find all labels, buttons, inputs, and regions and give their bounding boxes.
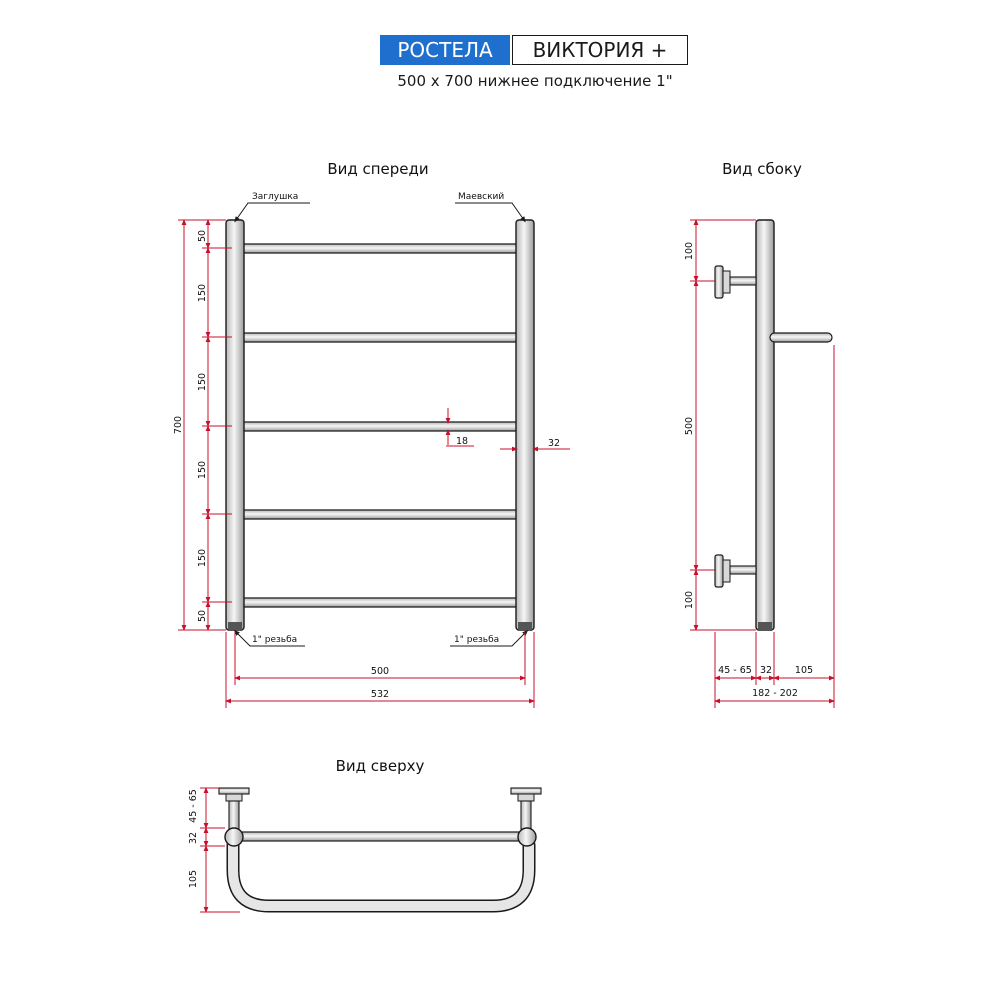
top-dim-shelf: 105 (188, 869, 199, 889)
lower-bracket (730, 566, 756, 574)
right-thread (518, 622, 532, 631)
dim-pipe-diameter: 32 (548, 438, 561, 449)
rung-2 (232, 333, 524, 342)
top-right-bracket (521, 801, 531, 829)
side-rung (770, 333, 832, 342)
callout-valve: Маевский (458, 192, 505, 202)
dim-step-3: 150 (197, 460, 208, 480)
dim-step-1: 150 (197, 283, 208, 303)
dim-step-4: 150 (197, 548, 208, 568)
side-dim-shelf: 105 (794, 665, 814, 676)
side-dim-top: 100 (684, 241, 695, 261)
left-thread (228, 622, 242, 631)
dim-top-gap: 50 (197, 229, 208, 243)
upper-wall-plate (715, 266, 723, 298)
thread-label-right: 1" резьба (454, 635, 500, 645)
side-pipe (756, 220, 774, 630)
front-view (226, 220, 534, 631)
model-label: ВИКТОРИЯ + (512, 35, 688, 65)
top-right-pipe (518, 828, 536, 846)
left-pipe (226, 220, 244, 630)
side-view (715, 220, 832, 631)
rung-3 (232, 422, 524, 431)
top-view-title: Вид сверху (335, 757, 425, 775)
dim-axis-width: 500 (370, 666, 390, 677)
top-dim-wall-gap: 45 - 65 (188, 789, 199, 823)
side-view-title: Вид сбоку (722, 160, 802, 178)
upper-bracket (730, 277, 756, 285)
subtitle: 500 x 700 нижнее подключение 1" (397, 72, 673, 90)
top-cross-bar (236, 832, 526, 841)
brand-label: РОСТЕЛА (380, 35, 510, 65)
dim-bottom-gap: 50 (197, 609, 208, 623)
dim-step-2: 150 (197, 372, 208, 392)
rung-5 (232, 598, 524, 607)
top-view (219, 788, 541, 906)
dim-total-height: 700 (173, 415, 184, 435)
top-left-pipe (225, 828, 243, 846)
right-pipe (516, 220, 534, 630)
rung-1 (232, 244, 524, 253)
lower-wall-plate (715, 555, 723, 587)
top-u-bar (233, 845, 529, 906)
thread-label-left: 1" резьба (252, 635, 298, 645)
side-dim-pipe: 32 (759, 665, 773, 676)
top-u-bar-outline (233, 845, 529, 906)
side-dim-middle: 500 (684, 416, 695, 436)
top-dim-pipe: 32 (188, 831, 199, 845)
side-dim-total-depth: 182 - 202 (752, 688, 798, 699)
dim-rung-diameter: 18 (456, 436, 469, 447)
dim-total-width: 532 (370, 689, 390, 700)
rung-4 (232, 510, 524, 519)
callout-plug: Заглушка (252, 192, 299, 202)
side-dim-wall-gap: 45 - 65 (718, 665, 752, 676)
top-left-bracket (229, 801, 239, 829)
front-view-title: Вид спереди (327, 160, 429, 178)
side-dim-bottom: 100 (684, 590, 695, 610)
